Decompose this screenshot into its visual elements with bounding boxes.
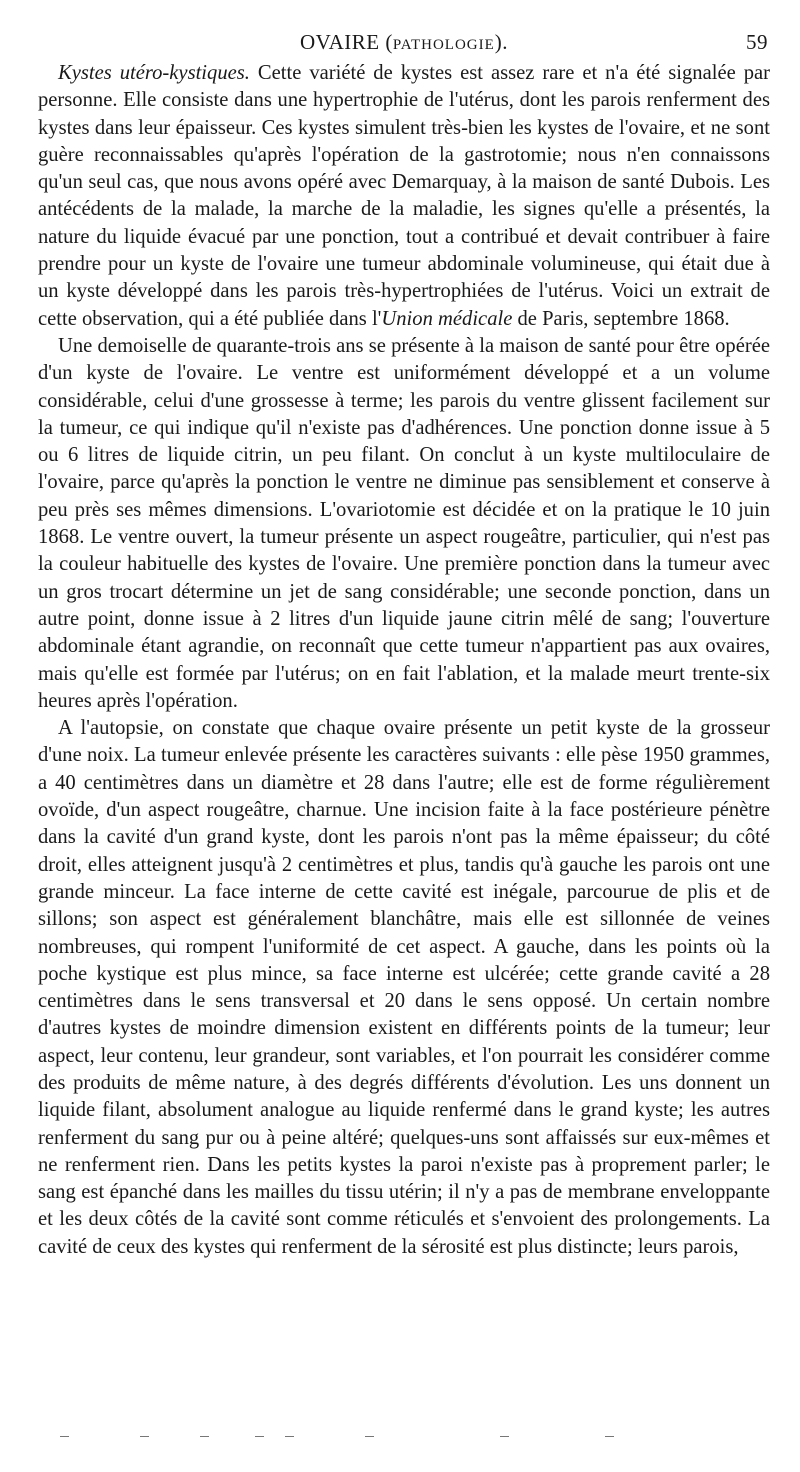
scan-mark [200,1436,209,1437]
scan-mark [60,1436,69,1437]
running-title-end: ). [494,30,509,54]
page-number: 59 [746,30,768,54]
paragraph-observation: Une demoiselle de quarante-trois ans se présente à la maison de santé pour être opérée d'un kyste de l'ovaire. Le ventre est uniformément développé et a un volume considérable, celui d'une grossesse à terme; les parois du ventre glissent facilement sur la tumeur, ce qui indique qu'il n'existe pas d'adhérences. Une ponction donne issue à 5 ou 6 litres de liquide citrin, un peu filant. On conclut à un kyste multiloculaire de l'ovaire, parce qu'après la ponction le ventre ne diminue pas sensiblement et conserve à peu près ses mêmes dimensions. L'ovariotomie est décidée et on la pratique le 10 juin 1868. Le ventre ouvert, la tumeur présente un aspect rougeâtre, particulier, qui n'est pas la couleur habituelle des kystes de l'ovaire. Une première ponction dans la tumeur avec un gros trocart détermine un jet de sang considérable; une seconde ponction, dans un autre point, donne issue à 2 litres d'un liquide jaune citrin mêlé de sang; l'ouverture abdominale étant agrandie, on reconnaît que cette tumeur n'appartient pas aux ovaires, mais qu'elle est formée par l'utérus; on en fait l'ablation, et la malade meurt trente-six heures après l'opération. [38,334,770,712]
section-heading-italic: Kystes utéro-kystiques. [58,62,250,84]
scan-mark [605,1436,614,1437]
scan-mark [500,1436,509,1437]
footer-scan-marks [60,1436,620,1440]
running-title [38,30,770,55]
running-header [38,26,770,60]
scan-mark [255,1436,264,1437]
paragraph-autopsie: A l'autopsie, on constate que chaque ovaire présente un petit kyste de la grosseur d'une noix. La tumeur enlevée présente les caractères suivants : elle pèse 1950 grammes, a 40 centimètres dans un diamètre et 28 dans l'autre; elle est de forme régulièrement ovoïde, d'un aspect rougeâtre, charnue. Une incision faite à la face postérieure pénètre dans la cavité d'un grand kyste, dont les parois n'ont pas la même épaisseur; du côté droit, elles atteignent jusqu'à 2 centimètres et plus, tandis qu'à gauche les parois ont une grande minceur. La face interne de cette cavité est inégale, parcourue de plis et de sillons; son aspect est généralement blanchâtre, mais elle est sillonnée de veines nombreuses, qui rompent l'uniformité de cet aspect. A gauche, dans les points où la poche kystique est plus mince, sa face interne est ulcérée; cette grande cavité a 28 centimètres dans le sens transversal et 20 dans le sens opposé. Un certain nombre d'autres kystes de moindre dimension existent en différents points de la tumeur; leur aspect, leur contenu, leur grandeur, sont variables, et l'on pourrait les considérer comme des produits de même nature, à des degrés différents d'évolution. Les uns donnent un liquide filant, absolument analogue au liquide renfermé dans le grand kyste; les autres renferment du sang pur ou à peine altéré; quelques-uns sont affaissés sur eux-mêmes et ne renferment rien. Dans les petits kystes la paroi n'existe pas à proprement parler; le sang est épanché dans les mailles du tissu utérin; il n'y a pas de membrane enveloppante et les deux côtés de la cavité sont comme réticulés et s'envoient des prolongements. La cavité de ceux des kystes qui renferment de la sérosité est plus distincte; leurs parois, [38,717,770,1258]
running-title-smallcaps: PATHOLOGIE [392,37,495,53]
scan-mark [365,1436,374,1437]
page-body [38,60,770,1261]
paragraph-kystes-utero-kystiques [38,60,770,333]
paragraph-text-end: de Paris, septembre 1868. [512,307,730,330]
scan-mark [140,1436,149,1437]
paragraph-text: Cette variété de kystes est assez rare et n'a été signalée par personne. Elle consiste dans une hypertrophie de l'utérus, dont les parois renferment des kystes dans leur épaisseur. Ces kystes simulent très-bien les kystes de l'ovaire, et ne sont guère reconnaissables qu'après l'opération de la gastrotomie; nous n'en connaissons qu'un seul cas, que nous avons opéré avec Demarquay, à la maison de santé Dubois. Les antécédents de la malade, la marche de la maladie, les signes qu'elle a présentés, la nature du liquide évacué par une ponction, tout a contribué et devait contribuer à faire prendre pour un kyste de l'ovaire une tumeur abdominale volumineuse, qui était due à un kyste développé dans les parois très-hypertrophiées de l'utérus. Voici un extrait de cette observation, qui a été publiée dans l' [38,62,770,330]
document-page [38,26,770,1261]
running-title-main: OVAIRE ( [299,30,393,54]
scan-mark [285,1436,294,1437]
journal-title-italic: Union médicale [381,307,513,330]
